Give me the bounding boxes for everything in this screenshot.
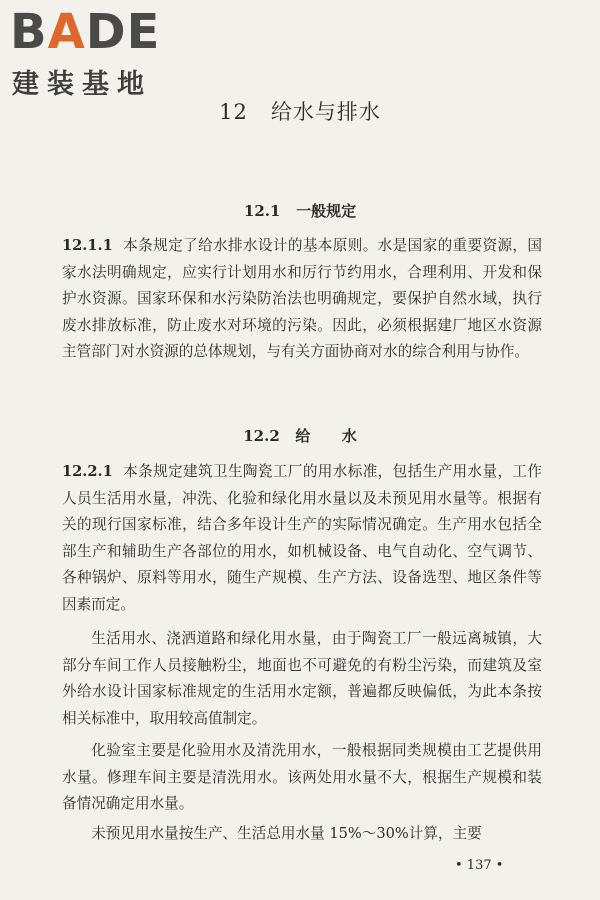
section-heading-12-2: 12.2 给 水 — [243, 427, 357, 445]
paragraph-12-2-1 — [62, 459, 542, 618]
chapter-title: 12 给水与排水 — [219, 100, 381, 124]
watermark-logo — [8, 6, 183, 101]
paragraph-12-1-1 — [62, 233, 542, 366]
paragraph-text: 本条规定了给水排水设计的基本原则。水是国家的重要资源，国家水法明确规定，应实行计划用水和厉行节约用水，合理利用、开发和保护水资源。国家环保和水污染防治法也明确规定，要保护自然水域，执行废水排放标准，防止废水对环境的污染。因此，必须根据建厂地区水资源主管部门对水资源的总体规划，与有关方面协商对水的综合利用与协作。 — [62, 237, 542, 360]
paragraph-text: 本条规定建筑卫生陶瓷工厂的用水标准，包括生产用水量，工作人员生活用水量，冲洗、化验和绿化用水量以及未预见用水量等。根据有关的现行国家标准，结合多年设计生产的实际情况确定。生产用水包括全部生产和辅助生产各部位的用水，如机械设备、电气自动化、空气调节、各种锅炉、原料等用水，随生产规模、生产方法、设备选型、地区条件等因素而定。 — [62, 463, 542, 613]
clause-number: 12.2.1 — [62, 463, 113, 480]
page-number: • 137 • — [455, 858, 504, 873]
paragraph-domestic-water: 生活用水、浇洒道路和绿化用水量，由于陶瓷工厂一般远离城镇，大部分车间工作人员接触粉尘，地面也不可避免的有粉尘污染，而建筑及室外给水设计国家标准规定的生活用水定额，普遍都反映偏低，为此本条按相关标准中，取用较高值制定。 — [62, 630, 542, 727]
paragraph-unforeseen-water: 未预见用水量按生产、生活总用水量 15%～30%计算，主要 — [91, 825, 482, 842]
section-heading-12-1: 12.1 一般规定 — [243, 202, 357, 220]
watermark-brand: BADE — [10, 4, 161, 60]
clause-number: 12.1.1 — [62, 237, 113, 254]
watermark-subtitle: 建装基地 — [12, 69, 152, 100]
paragraph-lab-water: 化验室主要是化验用水及清洗用水，一般根据同类规模由工艺提供用水量。修理车间主要是清洗用水。该两处用水量不大，根据生产规模和装备情况确定用水量。 — [62, 742, 542, 812]
